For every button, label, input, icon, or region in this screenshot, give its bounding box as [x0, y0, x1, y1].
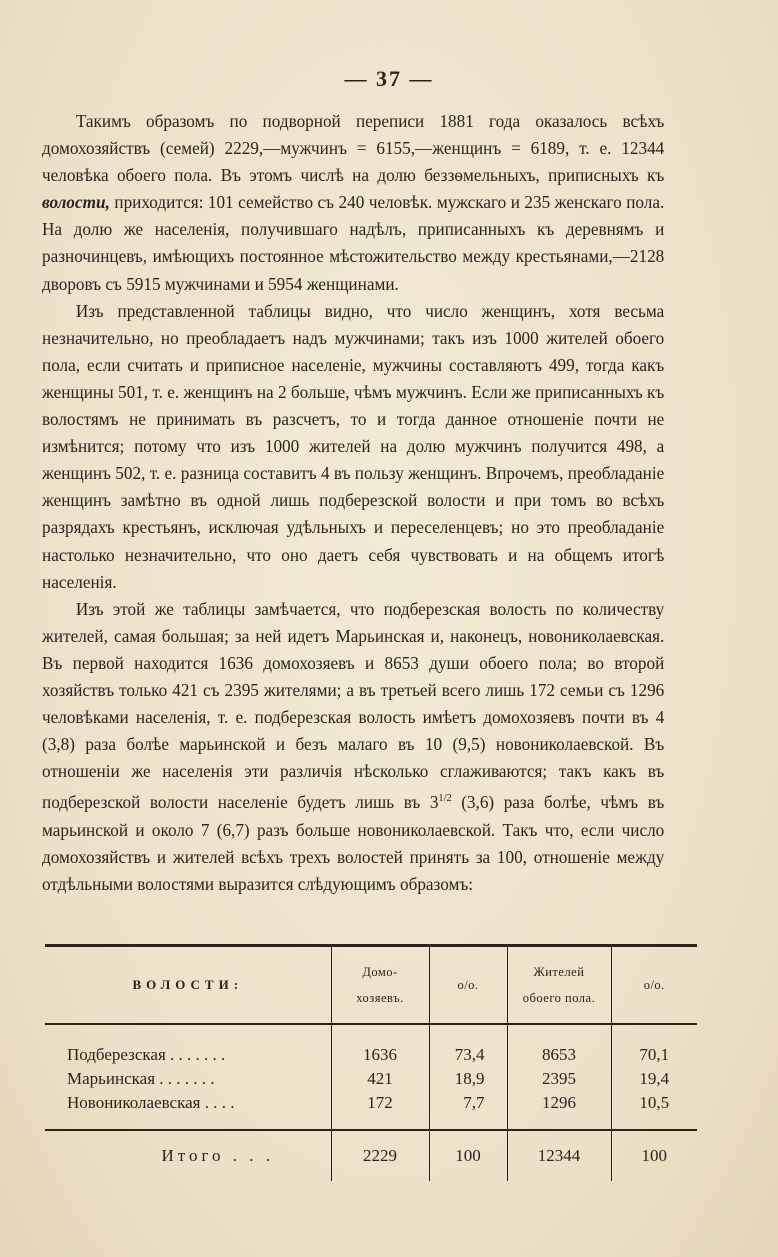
header-pct-households: о/о.: [429, 946, 507, 1025]
residents-pct: 19,4: [611, 1067, 697, 1091]
paragraph-3-part-1: Изъ этой же таблицы замѣчается, что подберезская волость по количеству жителей, самая большая; за ней идетъ Марьинская и, наконецъ, новониколаевская. Въ первой находится 1636 домохозяевъ и 8653 души обоего пола; во второй хозяйствъ только 421 съ 2395 жителями; а въ третьей всего лишь 172 семьи съ 1296 человѣками населенія, т. е. подберезская волость имѣетъ домохозяевъ почти въ 4 (3,8) раза болѣе марьинской и безъ малаго въ 10 (9,5) новониколаевской. Въ отношеніи же населенія эти различія нѣсколько сглаживаются; такъ какъ въ подберезской волости населеніе будетъ лишь въ 3: [42, 598, 665, 813]
volost-name: Новониколаевская . . . .: [67, 1093, 235, 1112]
paragraph-1-part-2: приходится: 101 семейство съ 240 человѣк. мужскаго и 235 женскаго пола. На долю же населенія, получившаго надѣлъ, приписанныхъ къ деревнямъ и разночинцевъ, имѣющихъ постоянное мѣстожительство между крестьянами,—2128 дворовъ съ 5915 мужчинами и 5954 женщинами.: [42, 192, 665, 294]
residents-pct: 10,5: [611, 1091, 697, 1115]
households-pct: 73,4: [429, 1043, 507, 1067]
paragraph-1-emphasis: волости,: [42, 192, 110, 213]
paragraph-3-part-2: (3,6) раза болѣе, чѣмъ въ марьинской и около 7 (6,7) разъ больше новониколаевской. Такъ что, если число домохозяйствъ и жителей всѣхъ трехъ волостей принять за 100, отношеніе между отдѣльными волостями выразится слѣдующимъ образомъ:: [42, 792, 665, 894]
households-pct: 18,9: [429, 1067, 507, 1091]
table-header-row: [45, 946, 697, 1025]
header-volosti: ВОЛОСТИ:: [45, 946, 331, 1025]
header-households: Домо- хозяевъ.: [331, 946, 429, 1025]
volost-name: Марьинская . . . . . . .: [67, 1069, 215, 1088]
page-number: — 37 —: [344, 66, 434, 91]
header-residents: Жителей обоего пола.: [507, 946, 611, 1025]
body-text: [42, 108, 664, 898]
households-count: 1636: [331, 1043, 429, 1067]
header-pct-residents: о/о.: [611, 946, 697, 1025]
paragraph-3: [42, 596, 664, 898]
table-row: [45, 1067, 697, 1091]
paragraph-2: Изъ представленной таблицы видно, что число женщинъ, хотя весьма незначительно, но преобладаетъ надъ мужчинами; такъ изъ 1000 жителей обоего пола, если считать и приписное населеніе, мужчины составляютъ 499, тогда какъ женщины 501, т. е. женщинъ на 2 больше, чѣмъ мужчинъ. Если же приписанныхъ къ волостямъ не принимать въ разсчетъ, то и тогда данное отношеніе почти не измѣнится; потому что изъ 1000 жителей на долю мужчинъ получится 498, а женщинъ 502, т. е. разница составитъ 4 въ пользу женщинъ. Впрочемъ, преобладаніе женщинъ замѣтно въ одной лишь подберезской волости и при томъ во всѣхъ разрядахъ крестьянъ, исключая удѣльныхъ и переселенцевъ; но это преобладаніе настолько незначительно, что оно даетъ себя чувствовать и на общемъ итогѣ населенія.: [42, 300, 665, 592]
table-row: [45, 1091, 697, 1115]
residents-count: 1296: [507, 1091, 611, 1115]
total-label: Итого . . .: [45, 1130, 331, 1181]
total-households: 2229: [331, 1130, 429, 1181]
residents-count: 2395: [507, 1067, 611, 1091]
households-count: 421: [331, 1067, 429, 1091]
volost-table: [45, 944, 697, 1194]
total-households-pct: 100: [429, 1130, 507, 1181]
residents-pct: 70,1: [611, 1043, 697, 1067]
fraction-half: 1/2: [438, 792, 452, 805]
table-total-row: [45, 1130, 697, 1181]
households-pct: 7,7: [429, 1091, 507, 1115]
residents-count: 8653: [507, 1043, 611, 1067]
total-residents-pct: 100: [611, 1130, 697, 1181]
table-row: [45, 1043, 697, 1067]
paragraph-1: [42, 108, 664, 298]
total-residents: 12344: [507, 1130, 611, 1181]
volost-name: Подберезская . . . . . . .: [67, 1045, 226, 1064]
households-count: 172: [331, 1091, 429, 1115]
paragraph-1-part-1: Такимъ образомъ по подворной переписи 1881 года оказалось всѣхъ домохозяйствъ (семей) 2229,—мужчинъ = 6155,—женщинъ = 6189, т. е. 12344 человѣка обоего пола. Въ этомъ числѣ на долю беззѳмельныхъ, приписныхъ къ: [42, 111, 665, 186]
